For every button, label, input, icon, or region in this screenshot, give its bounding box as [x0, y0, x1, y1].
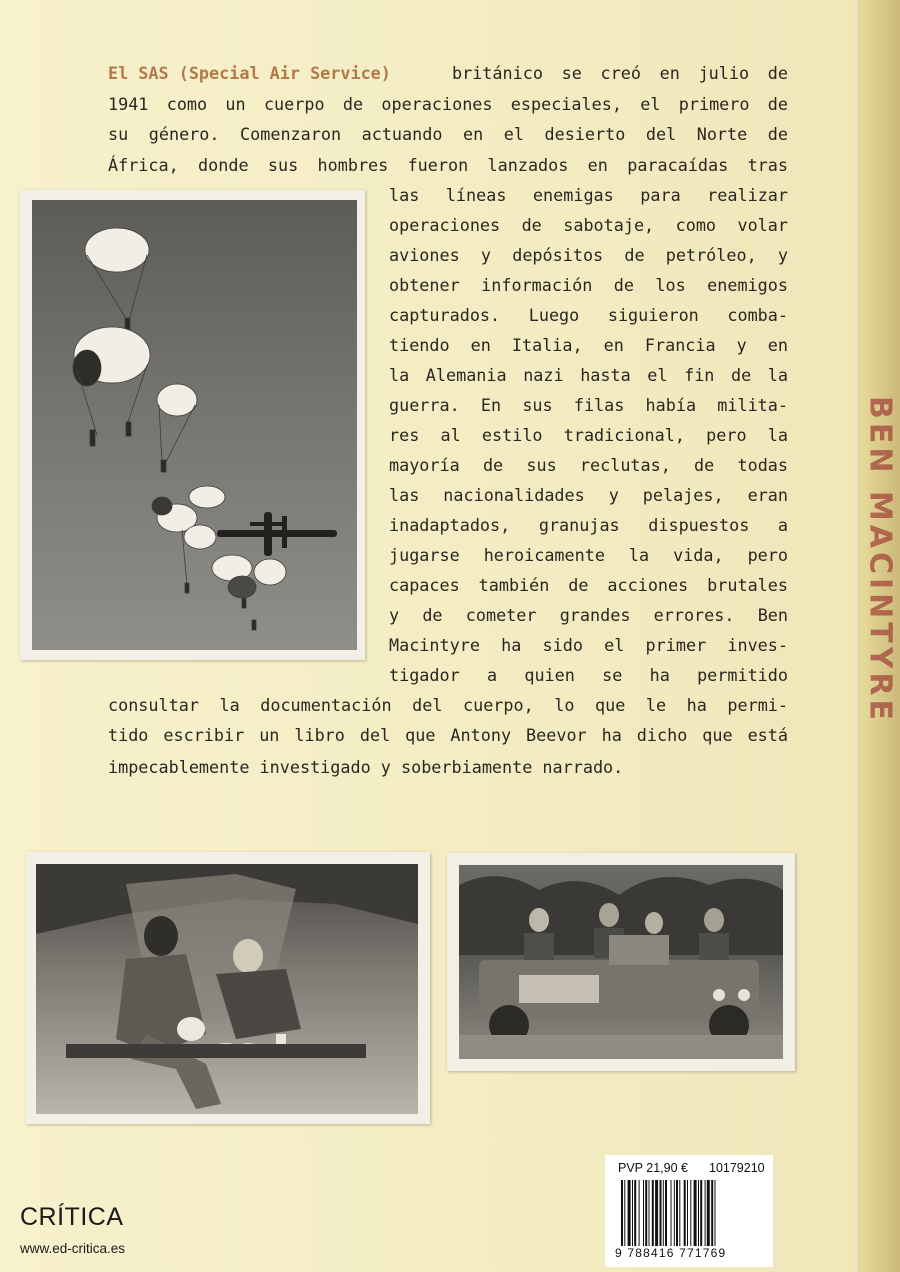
blurb-lead: El SAS (Special Air Service) [108, 63, 391, 83]
price-barcode-box [605, 1155, 773, 1267]
blurb-line: aviones y depósitos de petróleo, y [389, 245, 788, 265]
barcode-bar [643, 1180, 644, 1246]
blurb-line: tido escribir un libro del que Antony Beevor ha dicho que está [108, 725, 788, 745]
blurb-line: y de cometer grandes errores. Ben [389, 605, 788, 625]
paratroopers-illustration [32, 200, 357, 650]
barcode-bar [707, 1180, 710, 1246]
blurb-line: jugarse heroicamente la vida, pero [389, 545, 788, 565]
barcode-bars [619, 1180, 767, 1246]
aircraft-shape [217, 512, 337, 556]
photo-paratroopers-frame [20, 190, 365, 660]
barcode-bar [645, 1180, 647, 1246]
barcode-bar [639, 1180, 640, 1246]
barcode-bar [694, 1180, 697, 1246]
barcode-bar [698, 1180, 699, 1246]
blurb-line: inadaptados, granujas dispuestos a [389, 515, 788, 535]
barcode-bar [632, 1180, 633, 1246]
blurb-line: capturados. Luego siguieron comba- [389, 305, 788, 325]
barcode-bar [652, 1180, 654, 1246]
blurb-line: impecablemente investigado y soberbiamente narrado. [108, 757, 624, 777]
barcode-bar [665, 1180, 667, 1246]
barcode-bar [687, 1180, 688, 1246]
blurb-line: capaces también de acciones brutales [389, 575, 788, 595]
barcode-bar [715, 1180, 716, 1246]
barcode-bar [660, 1180, 662, 1246]
blurb-line: consultar la documentación del cuerpo, lo que le ha permi- [108, 695, 788, 715]
spine-title: BEN MACINTYRE [862, 395, 898, 725]
barcode-bar [663, 1180, 664, 1246]
barcode-bar [674, 1180, 675, 1246]
blurb-line: las líneas enemigas para realizar [389, 185, 788, 205]
blurb-line: su género. Comenzaron actuando en el desierto del Norte de [108, 124, 788, 144]
barcode-bar [621, 1180, 623, 1246]
price-label: PVP 21,90 € [618, 1161, 688, 1175]
photo-soldiers-tent [36, 864, 418, 1114]
barcode-bar [690, 1180, 691, 1246]
barcode-bar [624, 1180, 625, 1246]
barcode-bar [711, 1180, 713, 1246]
blurb-line: operaciones de sabotaje, como volar [389, 215, 788, 235]
photo-paratroopers [32, 200, 357, 650]
barcode [619, 1180, 767, 1250]
book-spine [860, 0, 900, 1272]
barcode-bar [671, 1180, 672, 1246]
blurb-line: Macintyre ha sido el primer inves- [389, 635, 788, 655]
blurb-line: 1941 como un cuerpo de operaciones especiales, el primero de [108, 94, 788, 114]
parachute-shape [85, 228, 149, 272]
barcode-bar [684, 1180, 686, 1246]
blurb-line: las nacionalidades y pelajes, eran [389, 485, 788, 505]
barcode-bar [655, 1180, 658, 1246]
photo-jeep-frame [447, 853, 795, 1071]
jeep-illustration [459, 865, 783, 1059]
blurb-line: mayoría de sus reclutas, de todas [389, 455, 788, 475]
publisher-url[interactable]: www.ed-critica.es [20, 1241, 126, 1256]
blurb-line: obtener información de los enemigos [389, 275, 788, 295]
price-code: 10179210 [709, 1161, 765, 1175]
photo-soldiers-jeep [459, 865, 783, 1059]
blurb-line: la Alemania nazi hasta el fin de la [389, 365, 788, 385]
blurb-line: res al estilo tradicional, pero la [389, 425, 788, 445]
isbn-number: 9 788416 771769 [615, 1246, 727, 1260]
publisher-logo: CRÍTICA [20, 1203, 124, 1231]
tent-illustration [36, 864, 418, 1114]
barcode-bar [705, 1180, 706, 1246]
photo-tent-frame [26, 852, 430, 1124]
barcode-bar [676, 1180, 678, 1246]
barcode-bar [649, 1180, 650, 1246]
blurb-line: tiendo en Italia, en Francia y en [389, 335, 788, 355]
barcode-bar [700, 1180, 702, 1246]
blurb-line: tigador a quien se ha permitido [389, 665, 788, 685]
barcode-bar [628, 1180, 631, 1246]
blurb-line: África, donde sus hombres fueron lanzados en paracaídas tras [108, 155, 788, 175]
barcode-bar [679, 1180, 680, 1246]
blurb-line: británico se creó en julio de [452, 63, 788, 83]
blurb-line: guerra. En sus filas había milita- [389, 395, 788, 415]
barcode-bar [634, 1180, 636, 1246]
